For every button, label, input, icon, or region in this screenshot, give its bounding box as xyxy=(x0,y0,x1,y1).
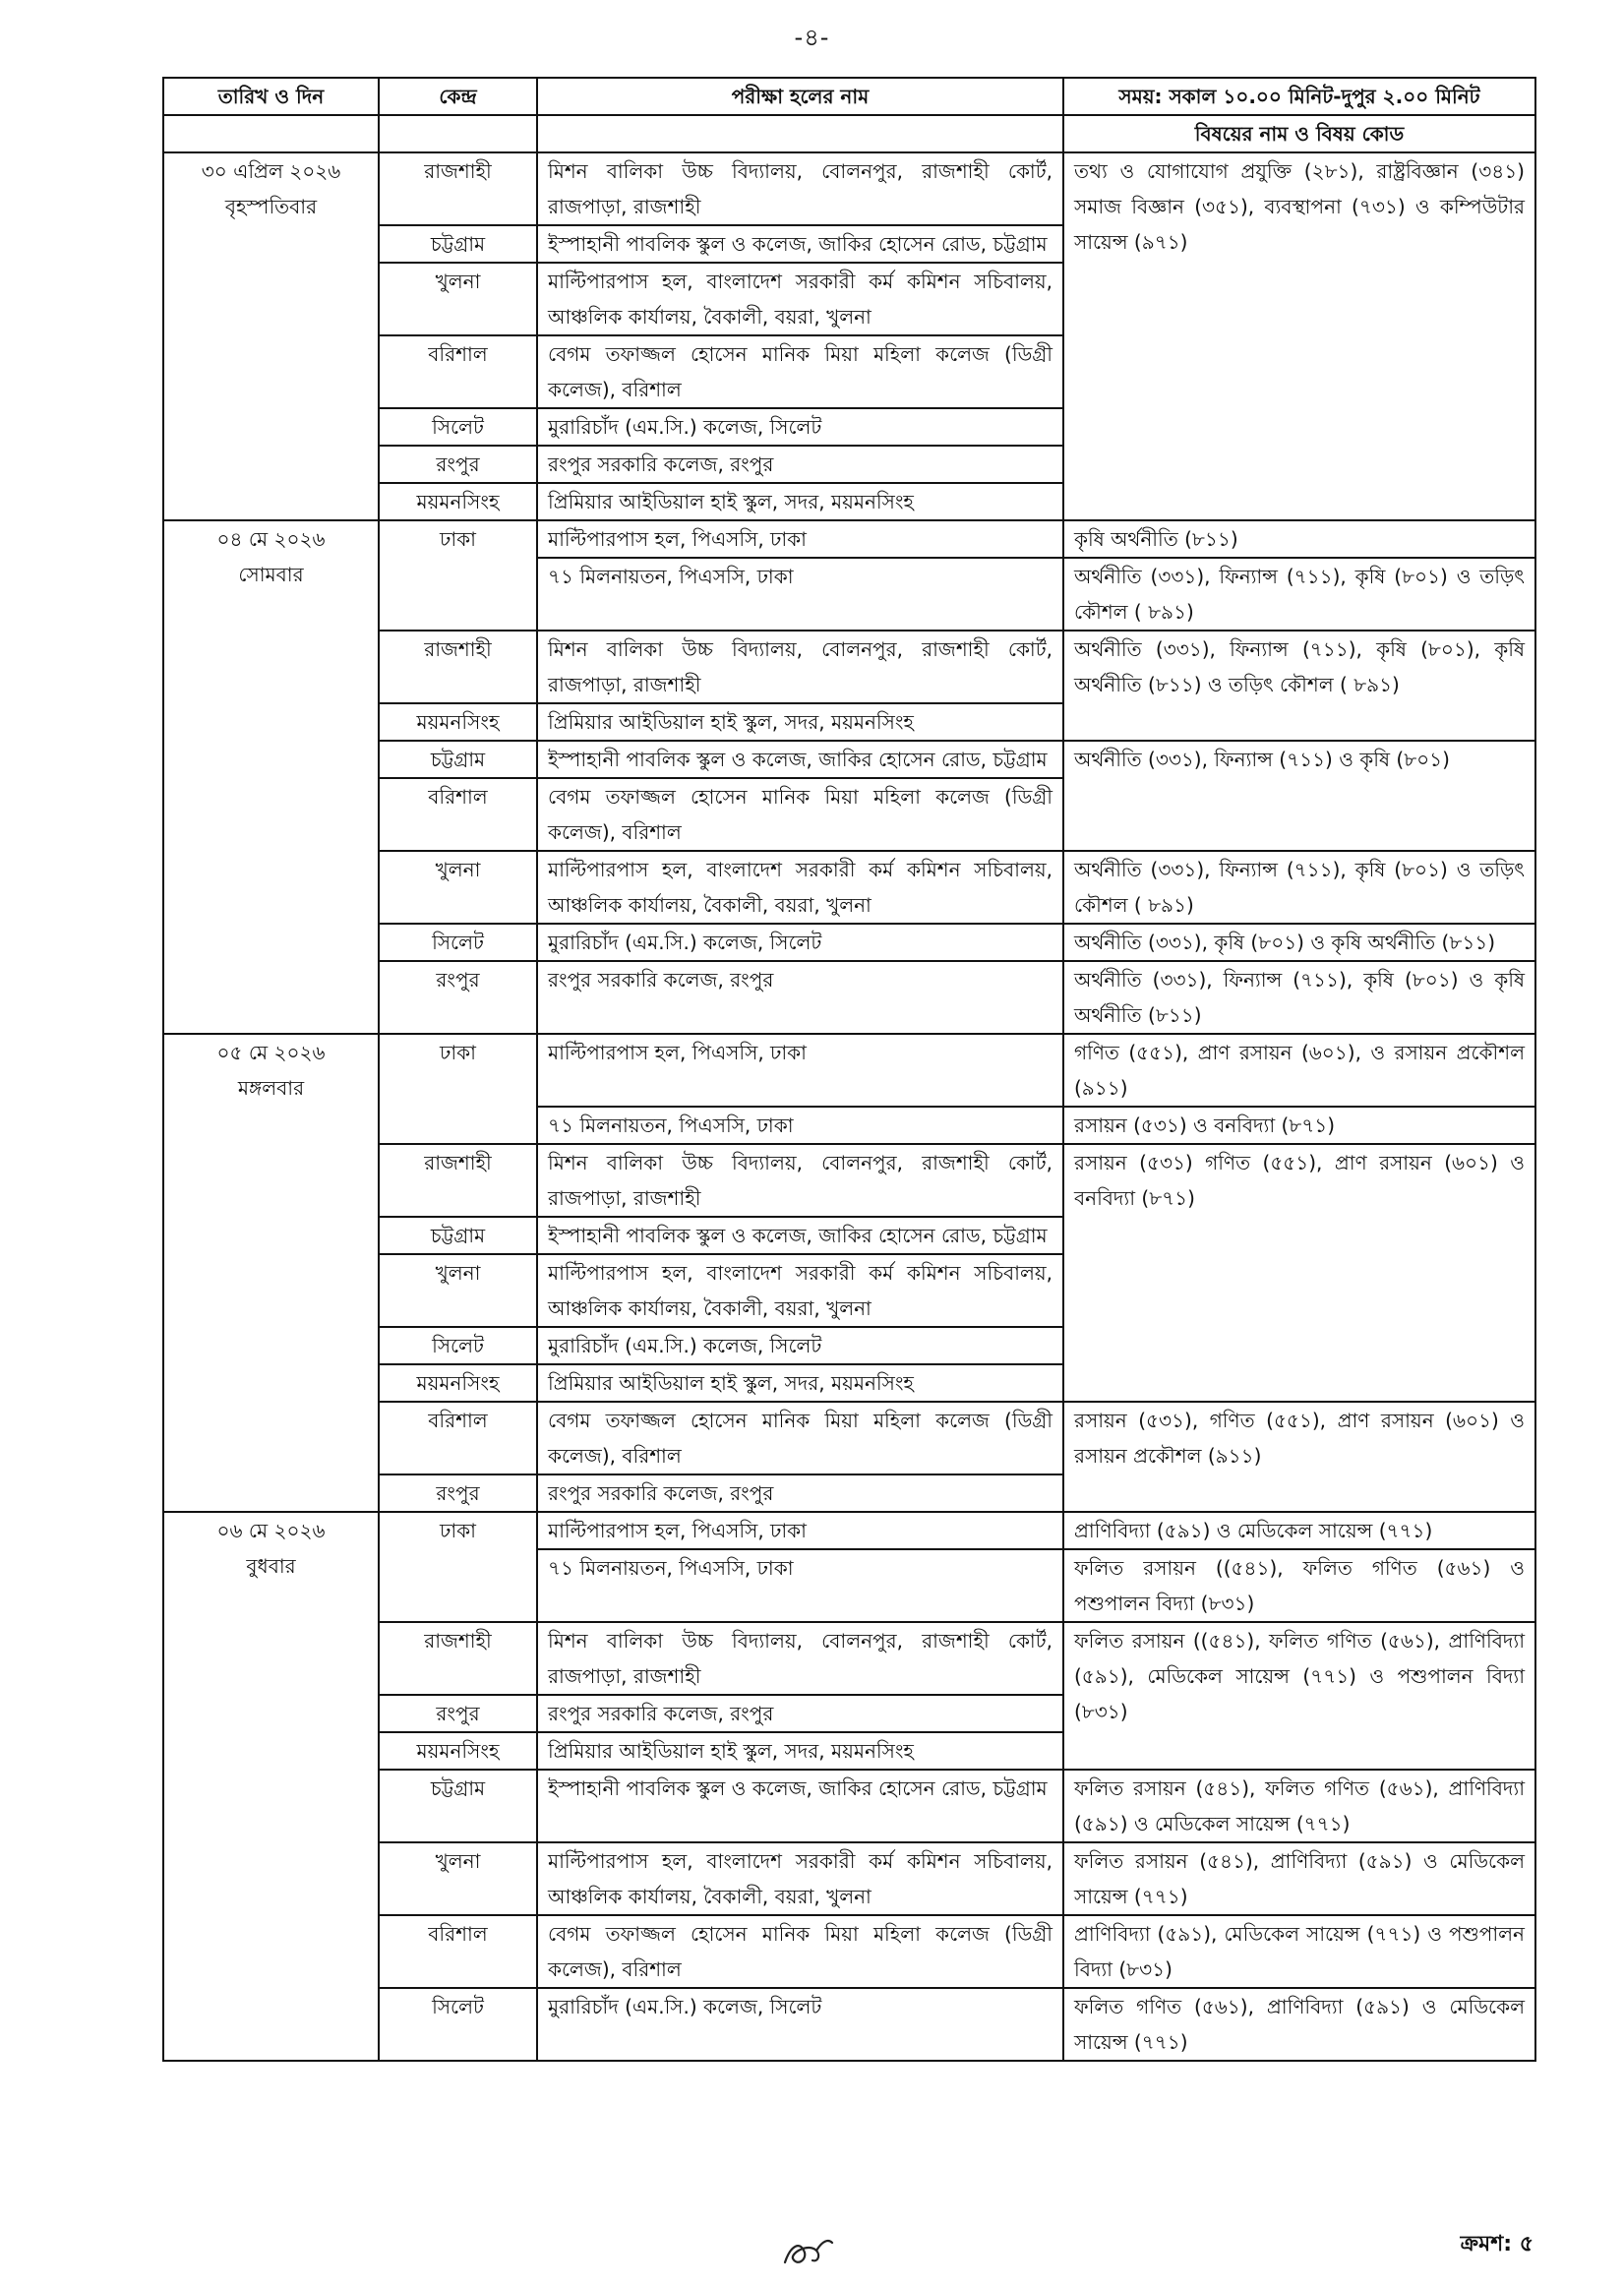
header-center: কেন্দ্র xyxy=(379,78,537,115)
center-cell: রংপুর xyxy=(379,1474,537,1512)
center-cell: রংপুর xyxy=(379,446,537,483)
center-cell: চট্টগ্রাম xyxy=(379,1770,537,1842)
subject-cell: অর্থনীতি (৩৩১), ফিন্যান্স (৭১১), কৃষি (৮০১) ও তড়িৎ কৌশল ( ৮৯১) xyxy=(1063,851,1535,924)
subheader-empty-hall xyxy=(537,115,1063,152)
center-cell: সিলেট xyxy=(379,1327,537,1364)
center-cell: সিলেট xyxy=(379,924,537,961)
header-hall: পরীক্ষা হলের নাম xyxy=(537,78,1063,115)
subject-cell: অর্থনীতি (৩৩১), ফিন্যান্স (৭১১), কৃষি (৮০১), কৃষি অর্থনীতি (৮১১) ও তড়িৎ কৌশল ( ৮৯১) xyxy=(1063,631,1535,741)
center-cell: বরিশাল xyxy=(379,335,537,408)
subheader-empty-date xyxy=(163,115,379,152)
hall-cell: মাল্টিপারপাস হল, বাংলাদেশ সরকারী কর্ম কমিশন সচিবালয়, আঞ্চলিক কার্যালয়, বৈকালী, বয়রা, খুলনা xyxy=(537,263,1063,335)
hall-cell: মিশন বালিকা উচ্চ বিদ্যালয়, বোলনপুর, রাজশাহী কোর্ট, রাজপাড়া, রাজশাহী xyxy=(537,631,1063,703)
header-time: সময়: সকাল ১০.০০ মিনিট-দুপুর ২.০০ মিনিট xyxy=(1063,78,1535,115)
subject-cell: ফলিত রসায়ন ((৫৪১), ফলিত গণিত (৫৬১), প্রাণিবিদ্যা (৫৯১), মেডিকেল সায়েন্স (৭৭১) ও পশুপালন বিদ্যা (৮৩১) xyxy=(1063,1622,1535,1770)
subject-cell: কৃষি অর্থনীতি (৮১১) xyxy=(1063,520,1535,558)
hall-cell: ইস্পাহানী পাবলিক স্কুল ও কলেজ, জাকির হোসেন রোড, চট্টগ্রাম xyxy=(537,1217,1063,1254)
subject-cell: গণিত (৫৫১), প্রাণ রসায়ন (৬০১), ও রসায়ন প্রকৌশল (৯১১) xyxy=(1063,1034,1535,1107)
center-cell: সিলেট xyxy=(379,1988,537,2061)
center-cell: খুলনা xyxy=(379,1254,537,1327)
page-number: -৪- xyxy=(794,24,830,51)
hall-cell: বেগম তফাজ্জল হোসেন মানিক মিয়া মহিলা কলেজ (ডিগ্রী কলেজ), বরিশাল xyxy=(537,778,1063,851)
date-cell xyxy=(163,520,379,1034)
center-cell: ঢাকা xyxy=(379,1034,537,1144)
hall-cell: ৭১ মিলনায়তন, পিএসসি, ঢাকা xyxy=(537,1107,1063,1144)
center-cell: ময়মনসিংহ xyxy=(379,1732,537,1770)
exam-weekday: বুধবার xyxy=(246,1554,296,1578)
center-cell: রাজশাহী xyxy=(379,1622,537,1695)
subject-cell: রসায়ন (৫৩১) ও বনবিদ্যা (৮৭১) xyxy=(1063,1107,1535,1144)
hall-cell: মাল্টিপারপাস হল, পিএসসি, ঢাকা xyxy=(537,1512,1063,1549)
hall-cell: প্রিমিয়ার আইডিয়াল হাই স্কুল, সদর, ময়মনসিংহ xyxy=(537,1732,1063,1770)
exam-date: ০৫ মে ২০২৬ xyxy=(216,1041,326,1064)
subject-cell: অর্থনীতি (৩৩১), ফিন্যান্স (৭১১), কৃষি (৮০১) ও কৃষি অর্থনীতি (৮১১) xyxy=(1063,961,1535,1034)
center-cell: ঢাকা xyxy=(379,520,537,631)
subheader-row xyxy=(163,115,1535,152)
subject-cell: রসায়ন (৫৩১), গণিত (৫৫১), প্রাণ রসায়ন (৬০১) ও রসায়ন প্রকৌশল (৯১১) xyxy=(1063,1402,1535,1512)
exam-weekday: সোমবার xyxy=(238,563,304,586)
subject-cell: ফলিত গণিত (৫৬১), প্রাণিবিদ্যা (৫৯১) ও মেডিকেল সায়েন্স (৭৭১) xyxy=(1063,1988,1535,2061)
continued-note: ক্রমশ: ৫ xyxy=(1460,2232,1534,2256)
hall-cell: বেগম তফাজ্জল হোসেন মানিক মিয়া মহিলা কলেজ (ডিগ্রী কলেজ), বরিশাল xyxy=(537,1915,1063,1988)
hall-cell: মাল্টিপারপাস হল, পিএসসি, ঢাকা xyxy=(537,520,1063,558)
center-cell: রাজশাহী xyxy=(379,1144,537,1217)
hall-cell: মিশন বালিকা উচ্চ বিদ্যালয়, বোলনপুর, রাজশাহী কোর্ট, রাজপাড়া, রাজশাহী xyxy=(537,1622,1063,1695)
hall-cell: মাল্টিপারপাস হল, পিএসসি, ঢাকা xyxy=(537,1034,1063,1107)
hall-cell: রংপুর সরকারি কলেজ, রংপুর xyxy=(537,961,1063,1034)
subject-cell: অর্থনীতি (৩৩১), ফিন্যান্স (৭১১) ও কৃষি (৮০১) xyxy=(1063,741,1535,851)
date-cell xyxy=(163,152,379,520)
center-cell: ঢাকা xyxy=(379,1512,537,1622)
date-cell xyxy=(163,1034,379,1512)
hall-cell: ইস্পাহানী পাবলিক স্কুল ও কলেজ, জাকির হোসেন রোড, চট্টগ্রাম xyxy=(537,741,1063,778)
center-cell: বরিশাল xyxy=(379,1402,537,1474)
date-cell xyxy=(163,1512,379,2061)
hall-cell: মিশন বালিকা উচ্চ বিদ্যালয়, বোলনপুর, রাজশাহী কোর্ট, রাজপাড়া, রাজশাহী xyxy=(537,152,1063,225)
subject-cell: ফলিত রসায়ন (৫৪১), প্রাণিবিদ্যা (৫৯১) ও মেডিকেল সায়েন্স (৭৭১) xyxy=(1063,1842,1535,1915)
exam-date: ০৪ মে ২০২৬ xyxy=(216,527,326,551)
center-cell: ময়মনসিংহ xyxy=(379,1364,537,1402)
center-cell: রাজশাহী xyxy=(379,631,537,703)
hall-cell: মাল্টিপারপাস হল, বাংলাদেশ সরকারী কর্ম কমিশন সচিবালয়, আঞ্চলিক কার্যালয়, বৈকালী, বয়রা, খুলনা xyxy=(537,1254,1063,1327)
schedule-row xyxy=(163,1034,1535,1107)
hall-cell: প্রিমিয়ার আইডিয়াল হাই স্কুল, সদর, ময়মনসিংহ xyxy=(537,703,1063,741)
hall-cell: মুরারিচাঁদ (এম.সি.) কলেজ, সিলেট xyxy=(537,408,1063,446)
subject-cell: প্রাণিবিদ্যা (৫৯১) ও মেডিকেল সায়েন্স (৭৭১) xyxy=(1063,1512,1535,1549)
center-cell: খুলনা xyxy=(379,851,537,924)
hall-cell: ইস্পাহানী পাবলিক স্কুল ও কলেজ, জাকির হোসেন রোড, চট্টগ্রাম xyxy=(537,225,1063,263)
schedule-body xyxy=(163,152,1535,2061)
center-cell: চট্টগ্রাম xyxy=(379,741,537,778)
hall-cell: মুরারিচাঁদ (এম.সি.) কলেজ, সিলেট xyxy=(537,1327,1063,1364)
subject-cell: তথ্য ও যোগাযোগ প্রযুক্তি (২৮১), রাষ্ট্রবিজ্ঞান (৩৪১) সমাজ বিজ্ঞান (৩৫১), ব্যবস্থাপনা (৭৩১) ও কম্পিউটার সায়েন্স (৯৭১) xyxy=(1063,152,1535,520)
hall-cell: প্রিমিয়ার আইডিয়াল হাই স্কুল, সদর, ময়মনসিংহ xyxy=(537,1364,1063,1402)
hall-cell: বেগম তফাজ্জল হোসেন মানিক মিয়া মহিলা কলেজ (ডিগ্রী কলেজ), বরিশাল xyxy=(537,335,1063,408)
subject-cell: ফলিত রসায়ন ((৫৪১), ফলিত গণিত (৫৬১) ও পশুপালন বিদ্যা (৮৩১) xyxy=(1063,1549,1535,1622)
center-cell: রাজশাহী xyxy=(379,152,537,225)
center-cell: চট্টগ্রাম xyxy=(379,1217,537,1254)
exam-schedule-table xyxy=(162,77,1536,2062)
hall-cell: রংপুর সরকারি কলেজ, রংপুর xyxy=(537,446,1063,483)
schedule-row xyxy=(163,1512,1535,1549)
center-cell: ময়মনসিংহ xyxy=(379,703,537,741)
center-cell: ময়মনসিংহ xyxy=(379,483,537,520)
center-cell: বরিশাল xyxy=(379,778,537,851)
exam-date: ৩০ এপ্রিল ২০২৬ xyxy=(201,159,341,183)
exam-weekday: বৃহস্পতিবার xyxy=(224,195,318,218)
schedule-row xyxy=(163,520,1535,558)
schedule-row xyxy=(163,152,1535,225)
hall-cell: মাল্টিপারপাস হল, বাংলাদেশ সরকারী কর্ম কমিশন সচিবালয়, আঞ্চলিক কার্যালয়, বৈকালী, বয়রা, খুলনা xyxy=(537,851,1063,924)
hall-cell: ইস্পাহানী পাবলিক স্কুল ও কলেজ, জাকির হোসেন রোড, চট্টগ্রাম xyxy=(537,1770,1063,1842)
center-cell: সিলেট xyxy=(379,408,537,446)
subheader-empty-center xyxy=(379,115,537,152)
header-subject: বিষয়ের নাম ও বিষয় কোড xyxy=(1063,115,1535,152)
center-cell: চট্টগ্রাম xyxy=(379,225,537,263)
hall-cell: মুরারিচাঁদ (এম.সি.) কলেজ, সিলেট xyxy=(537,1988,1063,2061)
hall-cell: মুরারিচাঁদ (এম.সি.) কলেজ, সিলেট xyxy=(537,924,1063,961)
hall-cell: মাল্টিপারপাস হল, বাংলাদেশ সরকারী কর্ম কমিশন সচিবালয়, আঞ্চলিক কার্যালয়, বৈকালী, বয়রা, খুলনা xyxy=(537,1842,1063,1915)
hall-cell: ৭১ মিলনায়তন, পিএসসি, ঢাকা xyxy=(537,558,1063,631)
subject-cell: অর্থনীতি (৩৩১), কৃষি (৮০১) ও কৃষি অর্থনীতি (৮১১) xyxy=(1063,924,1535,961)
center-cell: খুলনা xyxy=(379,263,537,335)
center-cell: খুলনা xyxy=(379,1842,537,1915)
center-cell: বরিশাল xyxy=(379,1915,537,1988)
header-date: তারিখ ও দিন xyxy=(163,78,379,115)
exam-weekday: মঙ্গলবার xyxy=(237,1076,305,1100)
hall-cell: রংপুর সরকারি কলেজ, রংপুর xyxy=(537,1695,1063,1732)
hall-cell: মিশন বালিকা উচ্চ বিদ্যালয়, বোলনপুর, রাজশাহী কোর্ট, রাজপাড়া, রাজশাহী xyxy=(537,1144,1063,1217)
header-row xyxy=(163,78,1535,115)
hall-cell: রংপুর সরকারি কলেজ, রংপুর xyxy=(537,1474,1063,1512)
subject-cell: রসায়ন (৫৩১) গণিত (৫৫১), প্রাণ রসায়ন (৬০১) ও বনবিদ্যা (৮৭১) xyxy=(1063,1144,1535,1402)
subject-cell: ফলিত রসায়ন (৫৪১), ফলিত গণিত (৫৬১), প্রাণিবিদ্যা (৫৯১) ও মেডিকেল সায়েন্স (৭৭১) xyxy=(1063,1770,1535,1842)
hall-cell: ৭১ মিলনায়তন, পিএসসি, ঢাকা xyxy=(537,1549,1063,1622)
subject-cell: অর্থনীতি (৩৩১), ফিন্যান্স (৭১১), কৃষি (৮০১) ও তড়িৎ কৌশল ( ৮৯১) xyxy=(1063,558,1535,631)
signature xyxy=(779,2233,838,2272)
hall-cell: বেগম তফাজ্জল হোসেন মানিক মিয়া মহিলা কলেজ (ডিগ্রী কলেজ), বরিশাল xyxy=(537,1402,1063,1474)
center-cell: রংপুর xyxy=(379,961,537,1034)
hall-cell: প্রিমিয়ার আইডিয়াল হাই স্কুল, সদর, ময়মনসিংহ xyxy=(537,483,1063,520)
subject-cell: প্রাণিবিদ্যা (৫৯১), মেডিকেল সায়েন্স (৭৭১) ও পশুপালন বিদ্যা (৮৩১) xyxy=(1063,1915,1535,1988)
exam-date: ০৬ মে ২০২৬ xyxy=(216,1519,326,1542)
center-cell: রংপুর xyxy=(379,1695,537,1732)
